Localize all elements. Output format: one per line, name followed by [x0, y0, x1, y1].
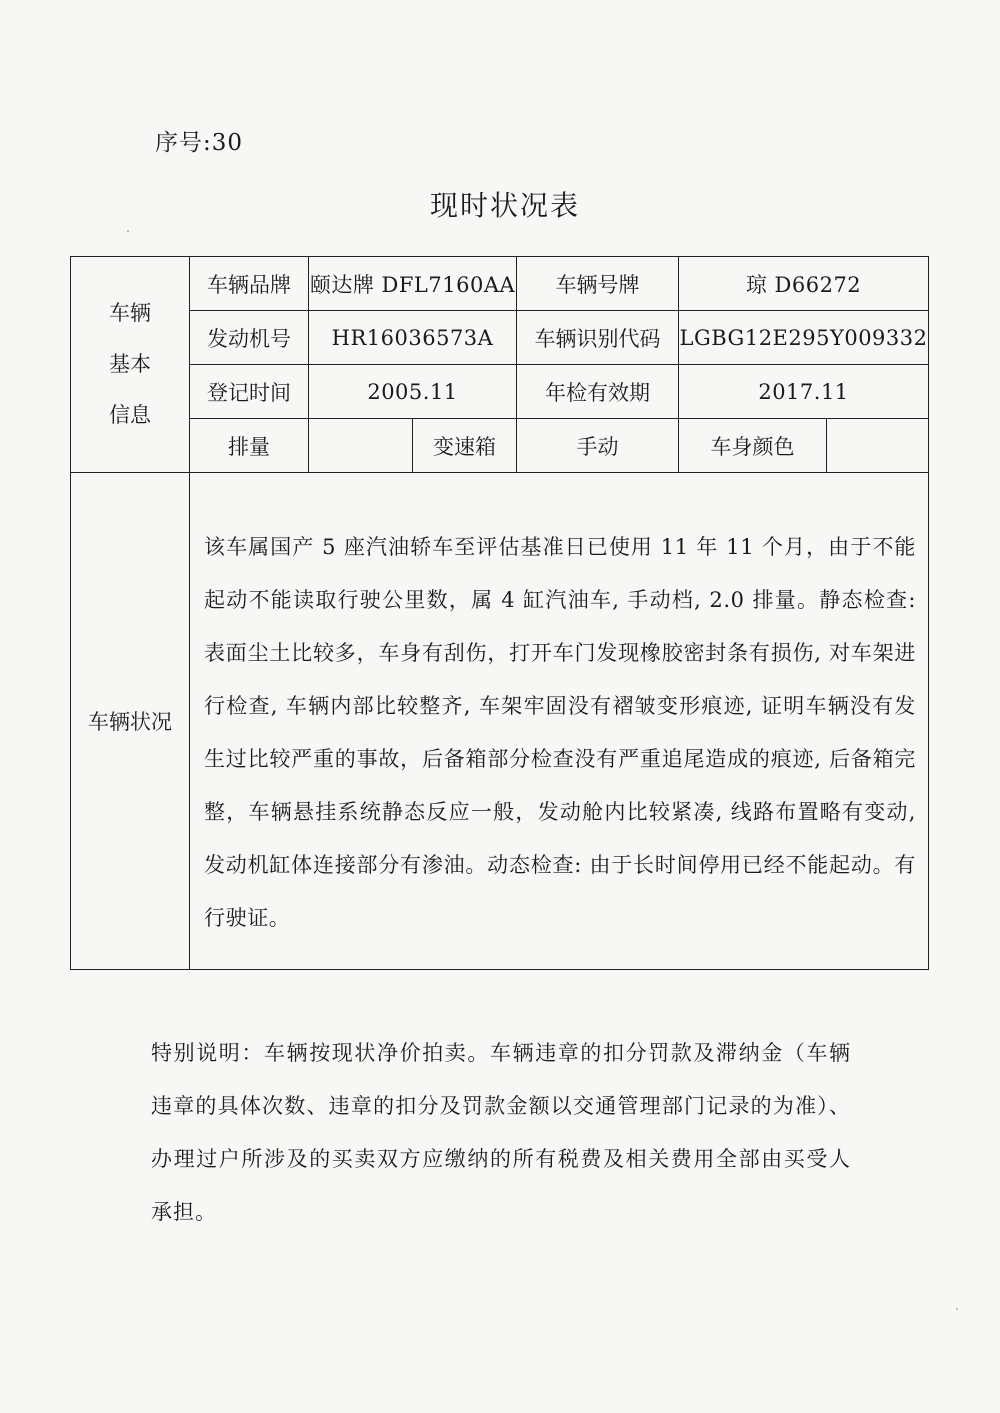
page-title: 现时状况表 — [429, 189, 580, 222]
gearbox-value: 手动 — [517, 419, 679, 473]
special-note: 特别说明：车辆按现状净价拍卖。车辆违章的扣分罚款及滞纳金（车辆违章的具体次数、违章的扣分及罚款金额以交通管理部门记录的为准）、办理过户所涉及的买卖双方应缴纳的所有税费及相关费用全部由买受人承担。 — [151, 1041, 851, 1224]
inspection-validity-label: 年检有效期 — [517, 365, 679, 419]
vehicle-status-table — [70, 256, 929, 970]
table-row-specs — [71, 419, 929, 473]
condition-description: 该车属国产 5 座汽油轿车至评估基准日已使用 11 年 11 个月，由于不能起动不能读取行驶公里数，属 4 缸汽油车, 手动档, 2.0 排量。静态检查: 表面尘土比较多，车身有刮伤，打开车门发现橡胶密封条有损伤, 对车架进行检查, 车辆内部比较整齐, 车架牢固没有褶皱变形痕迹, 证明车辆没有发生过比较严重的事故，后备箱部分检查没有严重追尾造成的痕迹, 后备箱完整，车辆悬挂系统静态反应一般，发动舱内比较紧凑, 线路布置略有变动, 发动机缸体连接部分有渗油。动态检查: 由于长时间停用已经不能起动。有行驶证。 — [204, 535, 917, 930]
serial-number: 序号:30 — [155, 130, 244, 156]
vin-label: 车辆识别代码 — [517, 311, 679, 365]
registration-date-label: 登记时间 — [190, 365, 309, 419]
condition-cell — [190, 473, 929, 970]
basic-info-label-line: 车辆 — [109, 301, 151, 325]
engine-number-label: 发动机号 — [190, 311, 309, 365]
displacement-label: 排量 — [190, 419, 309, 473]
scan-speck — [956, 1308, 958, 1310]
engine-number-value: HR16036573A — [309, 311, 517, 365]
gearbox-label: 变速箱 — [413, 419, 517, 473]
brand-label: 车辆品牌 — [190, 257, 309, 311]
basic-info-label-cell — [71, 257, 190, 473]
condition-label: 车辆状况 — [71, 473, 190, 970]
body-color-value — [827, 419, 929, 473]
vin-value: LGBG12E295Y009332 — [679, 311, 929, 365]
brand-value: 颐达牌 DFL7160AA — [309, 257, 517, 311]
registration-date-value: 2005.11 — [309, 365, 517, 419]
plate-label: 车辆号牌 — [517, 257, 679, 311]
table-row-brand — [71, 257, 929, 311]
basic-info-label-line: 信息 — [109, 403, 151, 427]
body-color-label: 车身颜色 — [679, 419, 827, 473]
displacement-value — [309, 419, 413, 473]
basic-info-label-line: 基本 — [109, 352, 151, 376]
inspection-validity-value: 2017.11 — [679, 365, 929, 419]
plate-value: 琼 D66272 — [679, 257, 929, 311]
table-row-registration — [71, 365, 929, 419]
table-row-engine — [71, 311, 929, 365]
table-row-condition — [71, 473, 929, 970]
scan-speck — [127, 230, 129, 232]
